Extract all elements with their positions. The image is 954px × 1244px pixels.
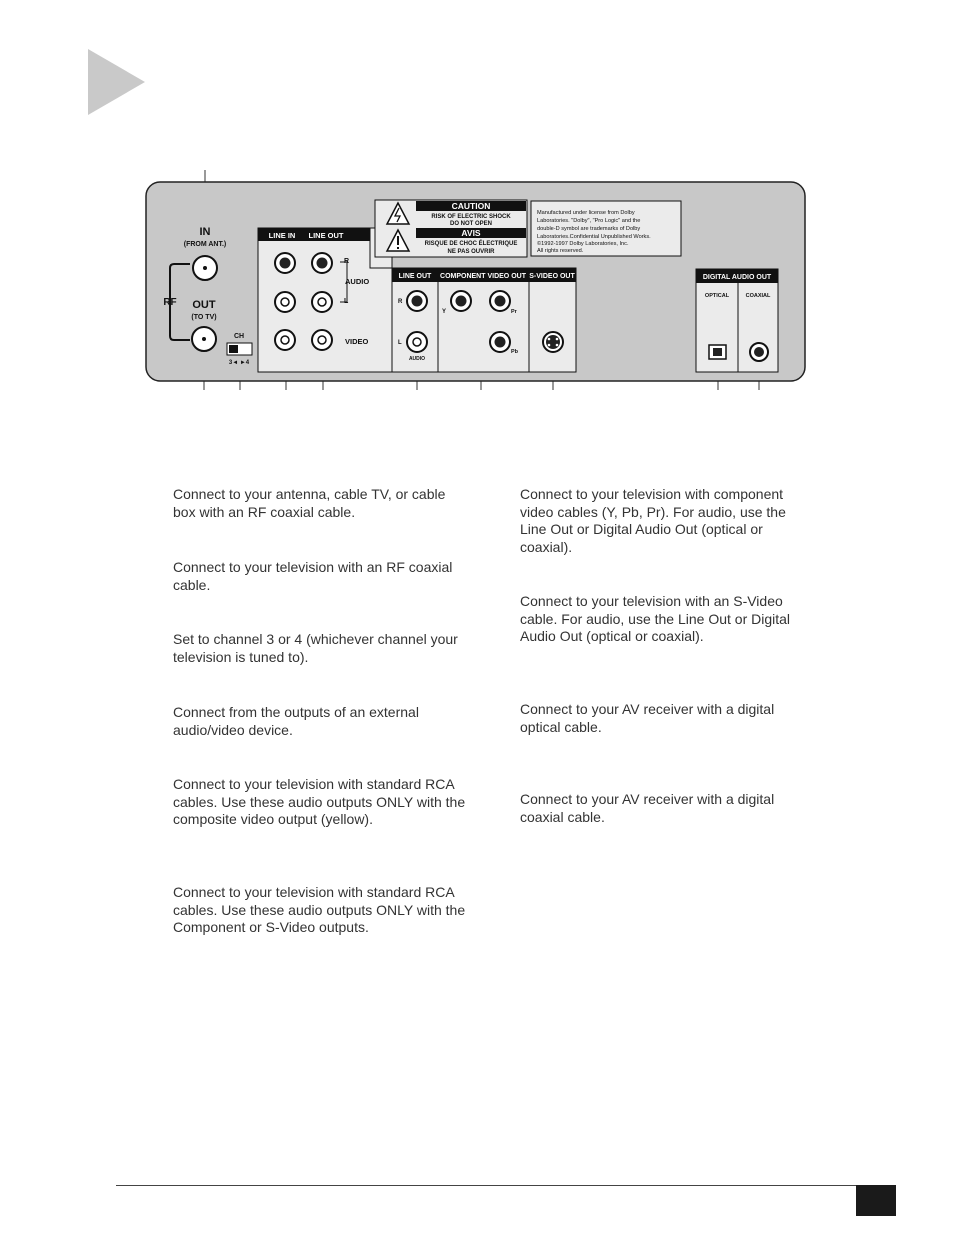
coaxial-digital-jack[interactable] — [750, 343, 768, 361]
ch-label: CH — [233, 333, 245, 340]
line-out2-audio: AUDIO — [408, 356, 426, 362]
desc-ch-switch: Set to channel 3 or 4 (whichever channel your television is tuned to). — [173, 631, 458, 665]
line-in-audio-r-jack[interactable] — [275, 253, 295, 273]
component-y-jack[interactable] — [451, 291, 471, 311]
desc-rf-in: Connect to your antenna, cable TV, or cable box with an RF coaxial cable. — [173, 486, 446, 520]
line-out2-l-jack[interactable] — [407, 332, 427, 352]
rf-out-label: OUT — [192, 299, 216, 311]
line-out-audio-r-jack[interactable] — [312, 253, 332, 273]
dolby-line5: ©1992-1997 Dolby Laboratories, Inc. — [537, 241, 629, 247]
caution-line1: RISK OF ELECTRIC SHOCK — [431, 214, 511, 220]
dolby-line3: double-D symbol are trademarks of Dolby — [537, 226, 641, 232]
component-pb-jack[interactable] — [490, 332, 510, 352]
rf-in-label: IN — [199, 226, 211, 238]
line-out2-r: R — [398, 299, 403, 305]
component-y-label: Y — [442, 309, 447, 315]
rf-bracket-label: RF — [163, 297, 177, 308]
desc-svideo: Connect to your television with an S-Video cable. For audio, use the Line Out or Digital Audio Out (optical or coaxial). — [520, 593, 791, 644]
digital-header: DIGITAL AUDIO OUT — [702, 274, 772, 281]
svideo-header: S-VIDEO OUT — [529, 273, 575, 280]
desc-line-out2: Connect to your television with standard RCA cables. Use these audio outputs ONLY with the Component or S-Video outputs. — [173, 884, 466, 935]
line-out-video-jack[interactable] — [312, 330, 332, 350]
component-header: COMPONENT VIDEO OUT — [440, 273, 526, 280]
component-pr-jack[interactable] — [490, 291, 510, 311]
ch-switch[interactable] — [227, 343, 252, 355]
component-pb-label: Pb — [511, 349, 519, 355]
component-pr-label: Pr — [511, 309, 517, 315]
desc-line-out: Connect to your television with standard RCA cables. Use these audio outputs ONLY with the composite video output (yellow). — [173, 776, 466, 827]
avis-line1: RISQUE DE CHOC ÉLECTRIQUE — [424, 241, 518, 247]
desc-rf-out: Connect to your television with an RF coaxial cable. — [173, 559, 453, 593]
avis-title: AVIS — [461, 228, 481, 238]
rf-in-jack[interactable] — [193, 256, 217, 280]
line-group-r: R — [344, 258, 350, 265]
dolby-line1: Manufactured under license from Dolby — [537, 210, 635, 216]
line-out-header: LINE OUT — [308, 231, 344, 240]
line-out2-r-jack[interactable] — [407, 291, 427, 311]
line-in-video-jack[interactable] — [275, 330, 295, 350]
page-number-tab — [856, 1185, 896, 1216]
desc-coaxial: Connect to your AV receiver with a digital coaxial cable. — [520, 791, 775, 825]
section-arrow-icon — [88, 49, 145, 115]
rear-panel-diagram — [140, 168, 812, 390]
caution-line2: DO NOT OPEN — [449, 221, 493, 227]
line-out-audio-l-jack[interactable] — [312, 292, 332, 312]
optical-port[interactable] — [709, 345, 726, 359]
optical-label: OPTICAL — [704, 293, 730, 299]
caution-title: CAUTION — [451, 201, 491, 211]
line-group-l: L — [344, 298, 349, 305]
coaxial-label: COAXIAL — [745, 293, 771, 299]
footer-rule — [116, 1185, 896, 1186]
line-out2-l: L — [398, 340, 402, 346]
desc-line-in: Connect from the outputs of an external audio/video device. — [173, 704, 419, 738]
dolby-line4: Laboratories.Confidential Unpublished Works. — [537, 234, 651, 240]
svideo-jack[interactable] — [543, 332, 563, 352]
ch-options: 3◄ ►4 — [228, 360, 250, 366]
desc-component: Connect to your television with component video cables (Y, Pb, Pr). For audio, use the Line Out or Digital Audio Out (optical or coaxial). — [520, 486, 786, 555]
line-in-audio-l-jack[interactable] — [275, 292, 295, 312]
line-in-header: LINE IN — [268, 231, 296, 240]
line-group-video: VIDEO — [345, 337, 369, 346]
dolby-line6: All rights reserved. — [537, 248, 584, 254]
rf-in-sub: (FROM ANT.) — [183, 241, 227, 248]
desc-optical: Connect to your AV receiver with a digital optical cable. — [520, 701, 775, 735]
line-group-audio: AUDIO — [345, 277, 370, 286]
line-out2-header: LINE OUT — [398, 273, 432, 280]
rf-out-jack[interactable] — [192, 327, 216, 351]
dolby-line2: Laboratories. "Dolby", "Pro Logic" and the — [537, 218, 641, 224]
rf-out-sub: (TO TV) — [191, 314, 217, 321]
avis-line2: NE PAS OUVRIR — [447, 249, 495, 255]
